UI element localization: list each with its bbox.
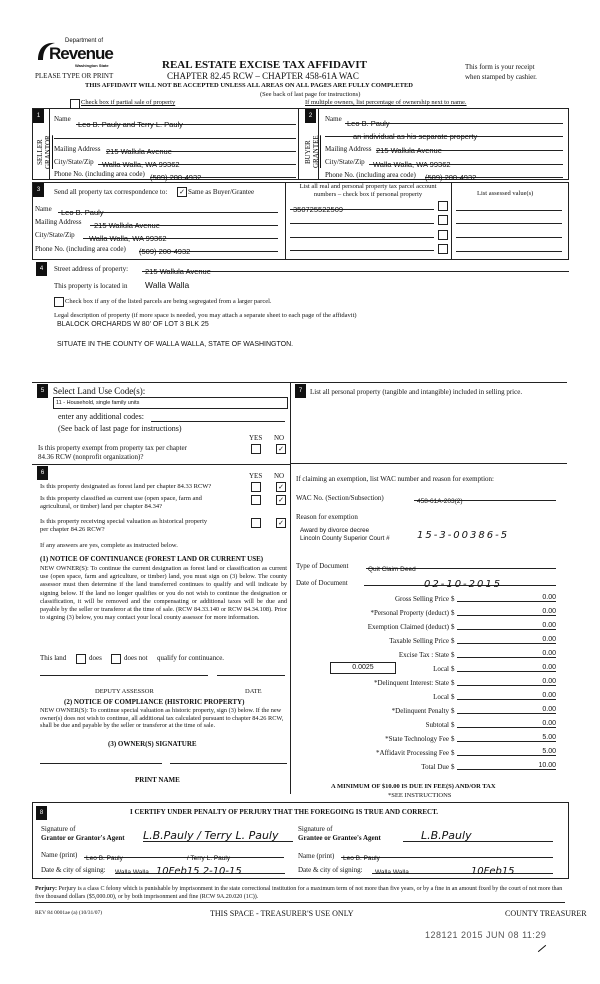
personal-property-deduct-value[interactable]: 0.00 bbox=[457, 608, 556, 616]
does-checkbox[interactable] bbox=[76, 654, 86, 664]
exemption-claimed-label: Exemption Claimed (deduct) bbox=[367, 623, 449, 631]
parcel-1-personal-checkbox[interactable] bbox=[438, 201, 448, 211]
segregated-label: Check box if any of the listed parcels are being segregated from a larger parcel. bbox=[65, 298, 272, 305]
grantee-date-city-field[interactable]: Walla Walla 10Feb15 bbox=[372, 861, 553, 874]
reason-label: Reason for exemption bbox=[296, 513, 358, 521]
segregated-checkbox[interactable] bbox=[54, 297, 64, 307]
instructions-note: (See back of last page for instructions) bbox=[260, 91, 361, 98]
corr-city-field[interactable]: Walla Walla, WA 99362 bbox=[83, 228, 278, 239]
seller-city-label: City/State/Zip bbox=[54, 158, 94, 166]
wac-field[interactable]: 458-61A-203(2) bbox=[414, 490, 556, 501]
legal-description-line-1[interactable]: BLALOCK ORCHARDS W 80' OF LOT 3 BLK 25 bbox=[57, 321, 209, 328]
corr-mailing-label: Mailing Address bbox=[35, 218, 82, 226]
owner-signature-label: (3) OWNER(S) SIGNATURE bbox=[108, 740, 197, 748]
grantee-name-field[interactable]: Leo B. Pauly bbox=[341, 847, 553, 858]
buyer-city-field[interactable]: Walla Walla, WA 99362 bbox=[369, 154, 563, 165]
section-5-badge: 5 bbox=[37, 384, 48, 398]
land-use-see-back: (See back of last page for instructions) bbox=[58, 424, 182, 433]
parcels-header: List all real and personal property tax parcel account numbers – check box if personal property bbox=[299, 183, 437, 198]
excise-tax-state-label: Excise Tax : State bbox=[398, 651, 449, 659]
grantee-sig-label-2: Grantee or Grantee's Agent bbox=[298, 834, 381, 842]
grantee-sig-label-1: Signature of bbox=[298, 825, 333, 833]
legal-description-line-2[interactable]: SITUATE IN THE COUNTY OF WALLA WALLA, STATE OF WASHINGTON. bbox=[57, 341, 294, 348]
grantor-date-city-field[interactable]: Walla Walla 10Feb15 2-10-15 bbox=[115, 861, 285, 874]
excise-tax-local-value[interactable]: 0.00 bbox=[457, 664, 556, 672]
gross-selling-price-label: Gross Selling Price bbox=[394, 595, 449, 603]
notice-2-title: (2) NOTICE OF COMPLIANCE (HISTORIC PROPERTY) bbox=[64, 698, 245, 706]
excise-tax-local-label: Local bbox=[433, 665, 449, 673]
doc-date-field[interactable]: 02-10-2015 bbox=[364, 574, 556, 586]
same-as-buyer-checkbox[interactable]: ✓ bbox=[177, 187, 187, 197]
doc-type-label: Type of Document bbox=[296, 562, 349, 570]
perjury-notice: Perjury: Perjury is a class C felony which is punishable by imprisonment in the state correctional institution for a maximum term of not more than five years, or by a fine in an amount fixed by the court of not more than five thousand dollars ($5,000.00), or by both imprisonment and fine (RCW 9A.20.020 (1C)). bbox=[35, 885, 565, 903]
affidavit-processing-fee-value[interactable]: 5.00 bbox=[457, 748, 556, 756]
does-not-checkbox[interactable] bbox=[111, 654, 121, 664]
print-name-label: PRINT NAME bbox=[135, 776, 180, 784]
same-as-buyer-label: Same as Buyer/Grantee bbox=[188, 188, 255, 196]
stamp-tick-mark bbox=[538, 945, 546, 952]
county-treasurer-label: COUNTY TREASURER bbox=[505, 909, 587, 918]
doc-type-field[interactable]: Quit Claim Deed bbox=[366, 558, 556, 569]
parcel-3-personal-checkbox[interactable] bbox=[438, 230, 448, 240]
section-6-badge: 6 bbox=[37, 466, 48, 480]
correspondence-label: Send all property tax correspondence to: bbox=[54, 188, 168, 196]
corr-phone-label: Phone No. (including area code) bbox=[35, 245, 126, 253]
exempt-no-checkbox[interactable]: ✓ bbox=[276, 444, 286, 454]
notice-1-title: (1) NOTICE OF CONTINUANCE (FOREST LAND OR CURRENT USE) bbox=[40, 555, 264, 563]
state-technology-fee-label: *State Technology Fee bbox=[385, 735, 449, 743]
taxable-selling-price-value[interactable]: 0.00 bbox=[457, 636, 556, 644]
receipt-note-1: This form is your receipt bbox=[465, 63, 535, 71]
corr-phone-field[interactable]: (509) 200-4932 bbox=[139, 241, 278, 252]
taxable-selling-price-label: Taxable Selling Price bbox=[389, 637, 449, 645]
parcel-row-4[interactable] bbox=[290, 240, 434, 251]
form-id: REV 84 0001ae (a) (10/31/07) bbox=[35, 910, 103, 916]
section-3-badge: 3 bbox=[33, 183, 44, 197]
state-technology-fee-value[interactable]: 5.00 bbox=[457, 734, 556, 742]
exempt-question: Is this property exempt from property tax per chapter 84.36 RCW (nonprofit organization)? bbox=[38, 444, 187, 461]
multiple-owners-note: If multiple owners, list percentage of ownership next to name. bbox=[305, 99, 467, 106]
print-name-line[interactable] bbox=[170, 762, 287, 764]
total-due-label: Total Due bbox=[421, 763, 449, 771]
treasurer-use-label: THIS SPACE - TREASURER'S USE ONLY bbox=[210, 909, 354, 918]
dor-logo bbox=[35, 36, 120, 66]
grantor-sig-label-2: Grantor or Grantor's Agent bbox=[41, 834, 125, 842]
this-land-label: This land bbox=[40, 654, 67, 662]
form-title: REAL ESTATE EXCISE TAX AFFIDAVIT bbox=[162, 59, 367, 71]
parcel-4-personal-checkbox[interactable] bbox=[438, 244, 448, 254]
current-use-no-checkbox[interactable]: ✓ bbox=[276, 495, 286, 505]
gross-selling-price-value[interactable]: 0.00 bbox=[457, 594, 556, 602]
partial-sale-label: Check box if partial sale of property bbox=[81, 99, 176, 106]
forest-no-checkbox[interactable]: ✓ bbox=[276, 482, 286, 492]
corr-mailing-field[interactable]: 215 Wallula Avenue bbox=[90, 215, 278, 226]
notice-1-body: NEW OWNER(S): To continue the current designation as forest land or classification as current use (open space, farm and agriculture, or timber) land, you must sign on (3) below. The county assessor must then determine if the land transferred continues to qualify and will indicate by signing below. If the land no longer qualifies or you do not wish to continue the designation or classification, it will be removed and the compensating or additional taxes will be due and payable by the seller or transferor at the time of sale. (RCW 84.33.140 or RCW 84.34.108). Prior to signing (3) below, you may contact your local county assessor for more information. bbox=[40, 565, 287, 622]
buyer-name-label: Name bbox=[325, 115, 342, 123]
seller-city-field[interactable]: Walla Walla, WA 99362 bbox=[98, 154, 296, 165]
owner-signature-line[interactable] bbox=[40, 762, 162, 764]
assessor-date-line[interactable] bbox=[217, 674, 285, 676]
land-use-label: Select Land Use Code(s): bbox=[53, 386, 146, 396]
assessed-header: List assessed value(s) bbox=[477, 190, 534, 197]
seller-phone-field[interactable]: (509) 200-4932 bbox=[150, 167, 296, 178]
logo-state-text: Washington State bbox=[75, 63, 109, 68]
buyer-side-label: BUYER GRANTEE bbox=[304, 135, 320, 169]
form-subtitle: CHAPTER 82.45 RCW – CHAPTER 458-61A WAC bbox=[167, 71, 359, 81]
assessed-value-1[interactable] bbox=[456, 202, 562, 211]
delinquent-interest-local-label: Local bbox=[433, 693, 449, 701]
delinquent-penalty-label: *Delinquent Penalty bbox=[391, 707, 449, 715]
current-use-yes-checkbox[interactable] bbox=[251, 495, 261, 505]
court-case-number[interactable]: 15-3-00386-5 bbox=[417, 530, 510, 541]
no-header-5: NO bbox=[274, 434, 285, 442]
seller-name-label: Name bbox=[54, 115, 71, 123]
assessed-value-3[interactable] bbox=[456, 229, 562, 238]
buyer-city-label: City/State/Zip bbox=[325, 158, 365, 166]
land-use-select[interactable]: 11 - Household, single family units bbox=[53, 397, 288, 409]
grantor-date-city-label: Date & city of signing: bbox=[41, 866, 106, 874]
located-in-value[interactable]: Walla Walla bbox=[145, 280, 190, 290]
excise-tax-state-value[interactable]: 0.00 bbox=[457, 650, 556, 658]
additional-codes-field[interactable] bbox=[151, 412, 285, 422]
notice-2-body: NEW OWNER(S): To continue special valuation as historic property, sign (3) below. If the new owner(s) does not wish to continue, all additional tax calculated pursuant to chapter 84.26 RCW, shall be due and payable by the seller or transferor at the time of sale. bbox=[40, 707, 284, 729]
delinquent-interest-local-value[interactable]: 0.00 bbox=[457, 692, 556, 700]
buyer-phone-field[interactable]: (509) 200-4932 bbox=[425, 167, 563, 178]
grantor-name-label: Name (print) bbox=[41, 851, 78, 859]
delinquent-penalty-value[interactable]: 0.00 bbox=[457, 706, 556, 714]
seller-name-field[interactable]: Leo B. Pauly and Terry L. Pauly bbox=[76, 114, 296, 125]
street-address-field[interactable]: 215 Wallula Avenue bbox=[142, 261, 569, 272]
current-use-question: Is this property classified as current use (open space, farm and agricultural, or timber) land per chapter 84.34? bbox=[40, 495, 202, 510]
if-yes-note: If any answers are yes, complete as instructed below. bbox=[40, 542, 178, 549]
additional-codes-label: enter any additional codes: bbox=[58, 412, 144, 421]
buyer-name-line-2[interactable]: an individual as his separate property bbox=[325, 126, 563, 137]
personal-property-deduct-label: *Personal Property (deduct) bbox=[370, 609, 449, 617]
located-in-label: This property is located in bbox=[54, 282, 128, 290]
buyer-mailing-label: Mailing Address bbox=[325, 145, 372, 153]
seller-name-line-2[interactable] bbox=[54, 128, 296, 139]
assessor-date-label: DATE bbox=[245, 688, 262, 695]
parcel-2-personal-checkbox[interactable] bbox=[438, 215, 448, 225]
subtotal-label: Subtotal bbox=[425, 721, 449, 729]
historic-yes-checkbox[interactable] bbox=[251, 518, 261, 528]
grantor-signature-field[interactable]: L.B.Pauly / Terry L. Pauly bbox=[143, 826, 293, 842]
seller-phone-label: Phone No. (including area code) bbox=[54, 170, 145, 178]
corr-name-field[interactable]: Leo B. Pauly bbox=[58, 202, 278, 213]
please-type-label: PLEASE TYPE OR PRINT bbox=[35, 72, 114, 80]
reason-line-1[interactable]: Award by divorce decree bbox=[300, 527, 370, 534]
historic-question: Is this property receiving special valuation as historical property per chapter 84.26 RCW? bbox=[40, 518, 208, 533]
delinquent-interest-state-label: *Delinquent Interest: State bbox=[373, 679, 449, 687]
parcel-row-1[interactable]: 350725522509 bbox=[290, 199, 434, 210]
buyer-mailing-field[interactable]: 215 Wallula Avenue bbox=[376, 140, 563, 151]
treasurer-stamp: 128121 2015 JUN 08 11:29 bbox=[425, 930, 547, 940]
exemption-label: If claiming an exemption, list WAC number and reason for exemption: bbox=[296, 475, 494, 483]
section-1-badge: 1 bbox=[33, 109, 44, 123]
yes-header-5: YES bbox=[249, 434, 263, 442]
assessed-value-2[interactable] bbox=[456, 215, 562, 224]
grantee-name-label: Name (print) bbox=[298, 852, 335, 860]
exempt-yes-checkbox[interactable] bbox=[251, 444, 261, 454]
section-2-badge: 2 bbox=[305, 109, 316, 123]
does-not-label: does not bbox=[124, 654, 148, 662]
deputy-assessor-signature-line[interactable] bbox=[40, 674, 208, 676]
seller-side-label: SELLER GRANTOR bbox=[36, 135, 52, 169]
section-4-badge: 4 bbox=[36, 262, 47, 276]
exemption-claimed-value[interactable]: 0.00 bbox=[457, 622, 556, 630]
forest-yes-checkbox[interactable] bbox=[251, 482, 261, 492]
total-due-value[interactable]: 10.00 bbox=[457, 762, 556, 770]
qualify-label: qualify for continuance. bbox=[157, 654, 225, 662]
section-8-badge: 8 bbox=[36, 806, 47, 820]
affidavit-processing-fee-label: *Affidavit Processing Fee bbox=[376, 749, 449, 757]
buyer-name-field[interactable]: Leo B. Pauly bbox=[345, 113, 563, 124]
personal-property-label: List all personal property (tangible and intangible) included in selling price. bbox=[310, 388, 523, 396]
does-label: does bbox=[89, 654, 102, 662]
grantor-sig-label-1: Signature of bbox=[41, 825, 76, 833]
deputy-assessor-label: DEPUTY ASSESSOR bbox=[95, 688, 154, 695]
wac-label: WAC No. (Section/Subsection) bbox=[296, 494, 384, 502]
local-rate-field[interactable]: 0.0025 bbox=[330, 662, 396, 674]
reason-line-2[interactable]: Lincoln County Superior Court # bbox=[300, 535, 390, 542]
grantee-signature-field[interactable]: L.B.Pauly bbox=[403, 826, 553, 842]
no-header-6: NO bbox=[274, 472, 285, 480]
assessed-value-4[interactable] bbox=[456, 243, 562, 252]
acceptance-warning: THIS AFFIDAVIT WILL NOT BE ACCEPTED UNLESS ALL AREAS ON ALL PAGES ARE FULLY COMPLETED bbox=[85, 82, 413, 89]
see-instructions-note: *SEE INSTRUCTIONS bbox=[388, 792, 452, 799]
parcel-row-3[interactable] bbox=[290, 227, 434, 238]
forest-land-question: Is this property designated as forest land per chapter 84.33 RCW? bbox=[40, 483, 212, 490]
logo-dept-text: Department of bbox=[65, 38, 104, 44]
delinquent-interest-state-value[interactable]: 0.00 bbox=[457, 678, 556, 686]
section-7-badge: 7 bbox=[295, 384, 306, 398]
corr-city-label: City/State/Zip bbox=[35, 231, 75, 239]
buyer-phone-label: Phone No. (including area code) bbox=[325, 171, 416, 179]
subtotal-value[interactable]: 0.00 bbox=[457, 720, 556, 728]
minimum-due-note: A MINIMUM OF $10.00 IS DUE IN FEE(S) AND/OR TAX bbox=[331, 783, 496, 790]
yes-header-6: YES bbox=[249, 472, 263, 480]
corr-name-label: Name bbox=[35, 205, 52, 213]
seller-mailing-field[interactable]: 215 Wallula Avenue bbox=[106, 141, 296, 152]
seller-mailing-label: Mailing Address bbox=[54, 145, 101, 153]
receipt-note-2: when stamped by cashier. bbox=[465, 73, 537, 81]
street-address-label: Street address of property: bbox=[54, 265, 129, 273]
legal-description-label: Legal description of property (if more space is needed, you may attach a separate sheet to each page of the affidavit) bbox=[54, 312, 357, 319]
doc-date-label: Date of Document bbox=[296, 579, 348, 587]
grantee-date-city-label: Date & city of signing: bbox=[298, 866, 363, 874]
grantor-name-field[interactable]: Leo B. Pauly / Terry L. Pauly bbox=[84, 847, 284, 858]
certification-statement: I CERTIFY UNDER PENALTY OF PERJURY THAT THE FOREGOING IS TRUE AND CORRECT. bbox=[130, 808, 439, 816]
logo-word: Revenue bbox=[49, 44, 113, 63]
parcel-row-2[interactable] bbox=[290, 213, 434, 224]
historic-no-checkbox[interactable]: ✓ bbox=[276, 518, 286, 528]
